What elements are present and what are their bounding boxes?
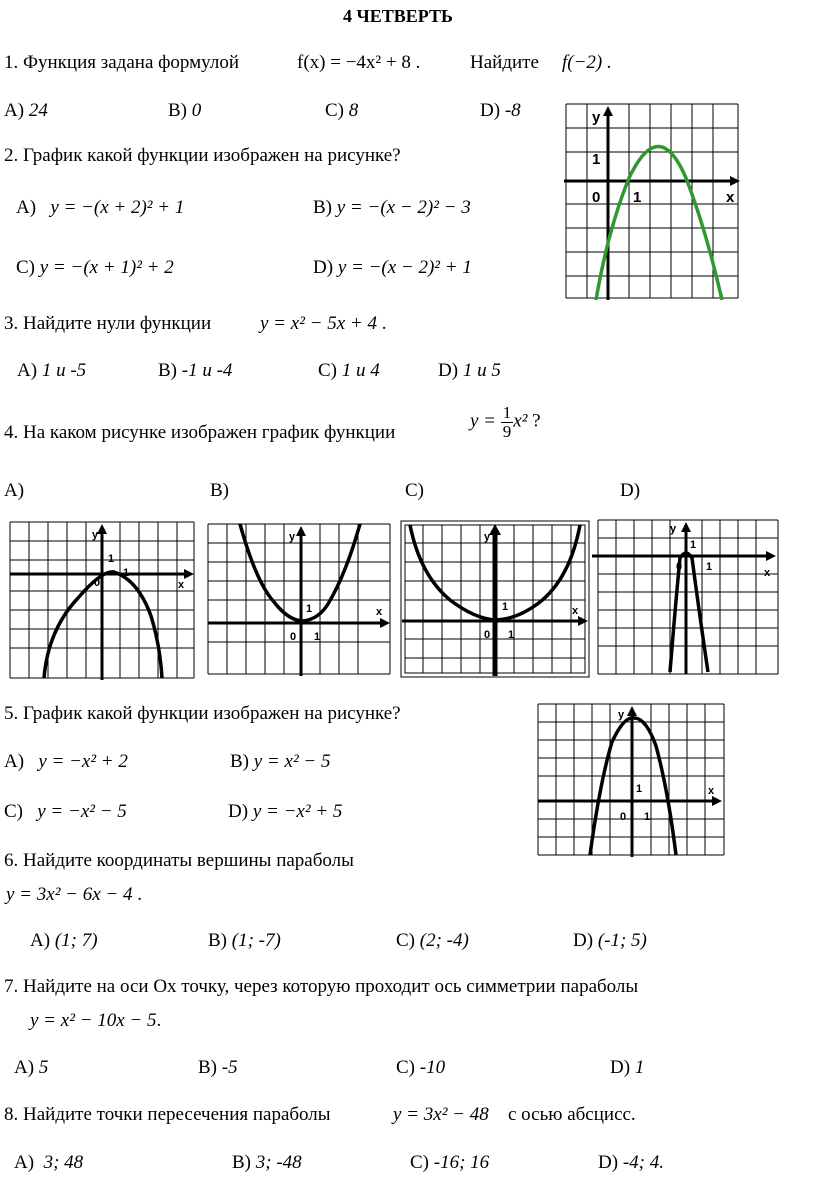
q4-fraction	[501, 404, 514, 441]
q4-graph-d-x-arrow-icon	[766, 551, 776, 561]
q2-parabola	[596, 147, 722, 301]
q8-option-b-letter: B)	[232, 1152, 251, 1173]
q3-option-c-letter: C)	[318, 360, 337, 381]
q3-text: 3. Найдите нули функции	[4, 313, 212, 334]
q4-graph-c-y-arrow-icon	[489, 524, 501, 535]
q3-formula: y = x² − 5x + 4 .	[260, 313, 387, 334]
q2-option-c-value: y = −(x + 1)² + 2	[39, 257, 174, 278]
q4-graph-d[interactable]	[590, 518, 780, 676]
q2-label-one-y: 1	[592, 151, 601, 168]
q5-x-arrow-icon	[712, 796, 722, 806]
q1-find-value-text: f(−2)	[562, 52, 603, 73]
q4-option-c-label[interactable]: C)	[405, 480, 424, 501]
q8-option-d[interactable]	[598, 1152, 664, 1174]
q4-graph-d-grid	[598, 520, 778, 674]
q8-option-a[interactable]	[14, 1152, 83, 1174]
q3-option-b[interactable]	[158, 360, 232, 382]
q1-option-c-value: 8	[348, 100, 359, 121]
q7-option-c[interactable]	[396, 1057, 445, 1079]
q5-option-c[interactable]	[4, 801, 127, 823]
q4-graph-c-label-y: y	[484, 531, 491, 543]
q6-formula-text: y = 3x² − 6x − 4	[6, 884, 133, 905]
q1-option-b-value: 0	[191, 100, 202, 121]
q2-option-a-value: y = −(x + 2)² + 1	[50, 197, 185, 218]
q3-option-c-value: 1 и 4	[341, 360, 380, 381]
q4-graph-d-label-y: y	[670, 523, 677, 535]
q5-option-a-value: y = −x² + 2	[38, 751, 128, 772]
q5-option-d-letter: D)	[228, 801, 249, 822]
q4-option-a-label[interactable]: A)	[4, 480, 25, 501]
q1-formula: f(x) = −4x² + 8 .	[297, 52, 421, 73]
q8-text: 8. Найдите точки пересечения параболы	[4, 1104, 331, 1125]
q4-option-d-label[interactable]: D)	[620, 480, 641, 501]
q4-graph-d-y-arrow-icon	[681, 522, 691, 532]
q7-option-a-value: 5	[38, 1057, 49, 1078]
q4-graph-c-label-one-x: 1	[508, 629, 515, 641]
q4-graph-a-label-one-y: 1	[108, 553, 115, 565]
q4-graph-b-grid	[208, 524, 390, 674]
q4-graph-a-label-one-x: 1	[123, 567, 130, 579]
q3-option-d-value: 1 и 5	[462, 360, 501, 381]
q1-option-d[interactable]	[480, 100, 521, 122]
q5-graph	[536, 702, 726, 857]
q7-option-c-value: -10	[419, 1057, 446, 1078]
q4-frac-den: 9	[502, 421, 512, 441]
q4-graph-b-y-arrow-icon	[296, 526, 306, 536]
q8-option-b[interactable]	[232, 1152, 302, 1174]
q2-option-d[interactable]	[313, 257, 472, 279]
q6-option-b[interactable]	[208, 930, 281, 952]
q5-option-b-letter: B)	[230, 751, 249, 772]
q5-label-zero: 0	[620, 811, 627, 823]
q4-graph-c[interactable]	[400, 520, 590, 678]
q4-graph-b-label-x: x	[376, 606, 383, 618]
q6-option-a-letter: A)	[30, 930, 51, 951]
q4-graph-a-label-y: y	[92, 529, 99, 541]
q6-option-a-value: (1; 7)	[54, 930, 98, 951]
q4-graph-b-label-one-x: 1	[314, 631, 321, 643]
q2-y-arrow-icon	[603, 106, 613, 116]
q4-graph-d-label-x: x	[764, 567, 771, 579]
q4-graph-c-label-x: x	[572, 605, 579, 617]
q4-formula-rhs: x²	[513, 410, 528, 432]
q5-option-d-value: y = −x² + 5	[252, 801, 343, 822]
q1-option-a-value: 24	[28, 100, 48, 121]
q7-formula: y = x² − 10x − 5.	[30, 1010, 162, 1031]
q2-option-b[interactable]	[313, 197, 471, 219]
q5-option-c-letter: C)	[4, 801, 23, 822]
q4-graph-d-label-one-y: 1	[690, 539, 697, 551]
page-title: 4 ЧЕТВЕРТЬ	[343, 6, 453, 26]
q7-option-b-letter: B)	[198, 1057, 217, 1078]
q6-option-c[interactable]	[396, 930, 469, 952]
q5-label-one-x: 1	[644, 811, 651, 823]
q7-option-d-value: 1	[634, 1057, 645, 1078]
q4-graph-a-label-x: x	[178, 579, 185, 591]
q2-label-y: y	[592, 109, 601, 126]
q7-option-b-value: -5	[221, 1057, 238, 1078]
q1-option-b[interactable]	[168, 100, 201, 122]
q5-option-a-letter: A)	[4, 751, 25, 772]
q4-graph-a-x-arrow-icon	[184, 569, 194, 579]
q1-option-d-value: -8	[504, 100, 521, 121]
q5-y-arrow-icon	[627, 706, 637, 716]
q3-option-c[interactable]	[318, 360, 380, 382]
q5-text: 5. График какой функции изображен на рисунке?	[4, 703, 401, 724]
q2-option-c-letter: C)	[16, 257, 35, 278]
q3-option-a[interactable]	[17, 360, 86, 382]
q8-option-d-letter: D)	[598, 1152, 619, 1173]
q6-option-d[interactable]	[573, 930, 647, 952]
q6-option-c-letter: C)	[396, 930, 415, 951]
q4-option-b-label[interactable]: B)	[210, 480, 229, 501]
q4-graph-b-label-y: y	[289, 531, 296, 543]
q2-option-d-letter: D)	[313, 257, 334, 278]
q4-graph-a[interactable]	[8, 520, 196, 680]
q6-option-d-value: (-1; 5)	[597, 930, 647, 951]
q8-option-d-value: -4; 4.	[622, 1152, 664, 1173]
q5-label-x: x	[708, 785, 715, 797]
q8-option-c[interactable]	[410, 1152, 489, 1174]
q7-option-d-letter: D)	[610, 1057, 631, 1078]
q6-formula: y = 3x² − 6x − 4 .	[6, 884, 142, 905]
q8-option-a-value: 3; 48	[43, 1152, 84, 1173]
q7-option-b[interactable]	[198, 1057, 238, 1079]
q3-option-d[interactable]	[438, 360, 501, 382]
q3-option-b-letter: B)	[158, 360, 177, 381]
q3-option-d-letter: D)	[438, 360, 459, 381]
q2-label-zero: 0	[592, 189, 601, 206]
q6-option-b-value: (1; -7)	[231, 930, 281, 951]
q1-option-c-letter: C)	[325, 100, 344, 121]
q1-formula-text: f(x) = −4x² + 8	[297, 52, 411, 73]
q2-option-b-letter: B)	[313, 197, 332, 218]
q8-option-c-letter: C)	[410, 1152, 429, 1173]
q2-option-a-letter: A)	[16, 197, 37, 218]
q1-text: 1. Функция задана формулой	[4, 52, 239, 73]
q7-option-a[interactable]	[14, 1057, 48, 1079]
q2-option-b-value: y = −(x − 2)² − 3	[336, 197, 471, 218]
q4-graph-b-label-zero: 0	[290, 631, 297, 643]
q4-graph-a-y-arrow-icon	[97, 524, 107, 534]
q6-option-d-letter: D)	[573, 930, 594, 951]
q1-find: Найдите	[470, 52, 539, 73]
q4-graph-b-x-arrow-icon	[380, 618, 390, 628]
q7-formula-text: y = x² − 10x − 5	[30, 1010, 157, 1031]
q5-option-b[interactable]	[230, 751, 330, 773]
q7-text: 7. Найдите на оси Ох точку, через которую проходит ось симметрии параболы	[4, 976, 639, 997]
q4-graph-c-label-one-y: 1	[502, 601, 509, 613]
q5-option-a[interactable]	[4, 751, 128, 773]
q2-option-a[interactable]	[16, 197, 184, 219]
q4-graph-c-label-zero: 0	[484, 629, 491, 641]
q5-option-b-value: y = x² − 5	[253, 751, 331, 772]
q4-graph-b[interactable]	[206, 522, 392, 676]
q1-option-d-letter: D)	[480, 100, 501, 121]
q1-option-b-letter: B)	[168, 100, 187, 121]
q5-label-one-y: 1	[636, 783, 643, 795]
q8-tail: с осью абсцисс.	[508, 1104, 636, 1125]
q1-option-a[interactable]	[4, 100, 48, 122]
q2-option-d-value: y = −(x − 2)² + 1	[337, 257, 472, 278]
q4-formula	[470, 404, 541, 441]
q2-label-x: x	[726, 189, 735, 206]
q2-graph	[562, 100, 742, 300]
q3-option-a-letter: A)	[17, 360, 38, 381]
q4-graph-d-label-zero: 0	[676, 561, 683, 573]
q4-graph-b-label-one-y: 1	[306, 603, 313, 615]
q5-option-d[interactable]	[228, 801, 342, 823]
q1-option-a-letter: A)	[4, 100, 25, 121]
q6-option-c-value: (2; -4)	[419, 930, 469, 951]
q4-graph-a-label-zero: 0	[94, 577, 101, 589]
q7-option-c-letter: C)	[396, 1057, 415, 1078]
q6-text: 6. Найдите координаты вершины параболы	[4, 850, 354, 871]
q3-option-a-value: 1 и -5	[41, 360, 87, 381]
q2-option-c[interactable]	[16, 257, 174, 279]
q4-graph-d-label-one-x: 1	[706, 561, 713, 573]
q1-find-value: f(−2) .	[562, 52, 612, 73]
q2-label-one-x: 1	[633, 189, 642, 206]
q8-formula: y = 3x² − 48	[393, 1104, 489, 1125]
q4-text: 4. На каком рисунке изображен график функции	[4, 422, 396, 443]
q2-text: 2. График какой функции изображен на рисунке?	[4, 145, 401, 166]
q8-option-c-value: -16; 16	[433, 1152, 490, 1173]
q5-label-y: y	[618, 709, 625, 721]
q8-option-b-value: 3; -48	[255, 1152, 302, 1173]
q4-qmark: ?	[532, 410, 541, 432]
q3-formula-text: y = x² − 5x + 4	[260, 313, 377, 334]
q4-formula-lhs: y =	[470, 410, 497, 432]
q6-option-a[interactable]	[30, 930, 98, 952]
q5-option-c-value: y = −x² − 5	[37, 801, 127, 822]
q6-option-b-letter: B)	[208, 930, 227, 951]
q8-option-a-letter: A)	[14, 1152, 35, 1173]
q4-frac-num: 1	[502, 403, 512, 422]
q7-option-a-letter: A)	[14, 1057, 35, 1078]
q3-option-b-value: -1 и -4	[181, 360, 233, 381]
q7-option-d[interactable]	[610, 1057, 644, 1079]
q4-graph-c-x-arrow-icon	[578, 616, 588, 626]
q1-option-c[interactable]	[325, 100, 358, 122]
